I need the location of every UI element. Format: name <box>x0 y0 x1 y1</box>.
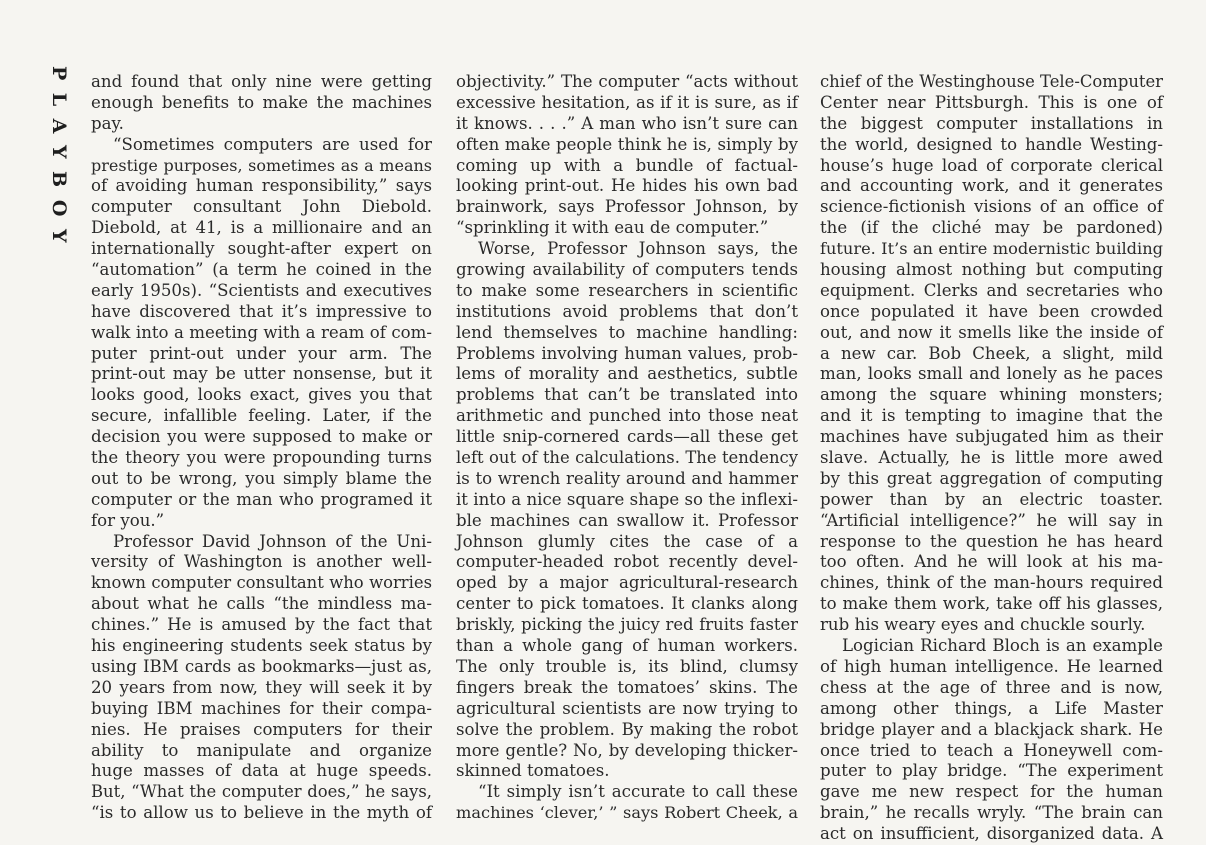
text-line: science-fictionish visions of an office of <box>820 197 1163 217</box>
text-line: using IBM cards as bookmarks—just as, <box>91 656 432 676</box>
text-line: house’s huge load of corporate clerical <box>820 155 1163 175</box>
text-line: of high human intelligence. He learned <box>820 656 1163 676</box>
text-line: print-out may be utter nonsense, but it <box>91 364 432 384</box>
text-line: objectivity.” The computer “acts without <box>456 72 798 91</box>
text-line: ability to manipulate and organize <box>91 740 432 760</box>
text-line: and accounting work, and it generates <box>820 176 1163 196</box>
text-line: growing availability of computers tends <box>456 260 798 280</box>
text-line: “is to allow us to believe in the myth of <box>91 803 432 823</box>
text-line: the biggest computer installations in <box>820 113 1163 133</box>
text-line: “Sometimes computers are used for <box>113 134 432 154</box>
text-line: computer-headed robot recently devel- <box>456 552 798 572</box>
text-line: future. It’s an entire modernistic building <box>820 239 1163 259</box>
text-line: slave. Actually, he is little more awed <box>820 448 1163 468</box>
text-line: for you.” <box>91 510 165 530</box>
text-line: Logician Richard Bloch is an example <box>842 636 1163 656</box>
text-line: fingers break the tomatoes’ skins. The <box>456 677 798 697</box>
text-line: walk into a meeting with a ream of com- <box>91 322 432 342</box>
text-line: by this great aggregation of computing <box>820 468 1163 488</box>
text-line: versity of Washington is another well- <box>91 552 432 572</box>
text-line: Worse, Professor Johnson says, the <box>478 239 798 259</box>
text-line: little snip-cornered cards—all these get <box>456 427 798 447</box>
text-line: known computer consultant who worries <box>91 573 432 593</box>
text-line: briskly, picking the juicy red fruits faster <box>456 615 798 635</box>
magazine-sidebar <box>48 66 70 256</box>
text-line: out to be wrong, you simply blame the <box>91 468 432 488</box>
text-line: and found that only nine were getting <box>91 72 432 91</box>
text-line: buying IBM machines for their compa- <box>91 698 432 718</box>
text-line: machines have subjugated him as their <box>820 427 1163 447</box>
magazine-name: PLAYBOY <box>48 66 70 256</box>
text-line: puter to play bridge. “The experiment <box>820 761 1163 781</box>
text-line: lems of morality and aesthetics, subtle <box>456 364 798 384</box>
text-line: of avoiding human responsibility,” says <box>91 176 432 196</box>
text-line: prestige purposes, sometimes as a means <box>91 155 432 175</box>
text-line: the world, designed to handle Westing- <box>820 134 1163 154</box>
text-column-2 <box>456 72 798 832</box>
text-line: bridge player and a blackjack shark. He <box>820 719 1163 739</box>
text-line: than a whole gang of human workers. <box>456 636 798 656</box>
text-line: problems that can’t be translated into <box>456 385 798 405</box>
text-line: rub his weary eyes and chuckle sourly. <box>820 615 1146 635</box>
text-line: lend themselves to machine handling: <box>456 322 798 342</box>
text-line: early 1950s). “Scientists and executives <box>91 280 432 300</box>
text-line: housing almost nothing but computing <box>820 260 1163 280</box>
text-line: solve the problem. By making the robot <box>456 719 798 739</box>
text-line: chines.” He is amused by the fact that <box>91 615 432 635</box>
text-line: looking print-out. He hides his own bad <box>456 176 798 196</box>
text-line: 20 years from now, they will seek it by <box>91 677 432 697</box>
text-line: oped by a major agricultural-research <box>456 573 798 593</box>
text-line: Johnson glumly cites the case of a <box>456 531 798 551</box>
text-line: looks good, looks exact, gives you that <box>91 385 432 405</box>
text-line: and it is tempting to imagine that the <box>820 406 1163 426</box>
text-line: chines, think of the man-hours required <box>820 573 1163 593</box>
text-line: more gentle? No, by developing thicker- <box>456 740 798 760</box>
text-line: a new car. Bob Cheek, a slight, mild <box>820 343 1163 363</box>
text-line: once populated it have been crowded <box>820 301 1163 321</box>
text-line: the (if the cliché may be pardoned) <box>820 218 1163 238</box>
text-line: secure, infallible feeling. Later, if the <box>91 406 432 426</box>
text-line: left out of the calculations. The tendency <box>456 448 798 468</box>
text-line: coming up with a bundle of factual- <box>456 155 798 175</box>
text-line: Diebold, at 41, is a millionaire and an <box>91 218 432 238</box>
text-line: it knows. . . .” A man who isn’t sure can <box>456 113 798 133</box>
text-line: “Artificial intelligence?” he will say in <box>820 510 1163 530</box>
text-line: nies. He praises computers for their <box>91 719 432 739</box>
text-line: decision you were supposed to make or <box>91 427 432 447</box>
text-column-3 <box>820 72 1163 844</box>
text-line: among other things, a Life Master <box>820 698 1163 718</box>
text-line: “automation” (a term he coined in the <box>91 260 432 280</box>
text-line: enough benefits to make the machines <box>91 92 432 112</box>
text-line: “sprinkling it with eau de computer.” <box>456 218 769 238</box>
text-line: chess at the age of three and is now, <box>820 677 1163 697</box>
text-line: brainwork, says Professor Johnson, by <box>456 197 798 217</box>
text-line: act on insufficient, disorganized data. A <box>820 824 1163 844</box>
text-line: man, looks small and lonely as he paces <box>820 364 1163 384</box>
text-line: agricultural scientists are now trying to <box>456 698 798 718</box>
text-line: arithmetic and punched into those neat <box>456 406 798 426</box>
text-line: computer or the man who programed it <box>91 489 432 509</box>
text-line: pay. <box>91 113 124 133</box>
text-line: response to the question he has heard <box>820 531 1163 551</box>
text-line: once tried to teach a Honeywell com- <box>820 740 1163 760</box>
text-line: But, “What the computer does,” he says, <box>91 782 432 802</box>
text-line: puter print-out under your arm. The <box>91 343 432 363</box>
text-line: ble machines can swallow it. Professor <box>456 510 798 530</box>
text-line: Professor David Johnson of the Uni- <box>113 531 432 551</box>
text-line: to make some researchers in scientific <box>456 280 798 300</box>
text-line: often make people think he is, simply by <box>456 134 798 154</box>
text-line: equipment. Clerks and secretaries who <box>820 280 1163 300</box>
text-line: brain,” he recalls wryly. “The brain can <box>820 803 1163 823</box>
text-line: skinned tomatoes. <box>456 761 610 781</box>
text-line: out, and now it smells like the inside of <box>820 322 1163 342</box>
text-line: his engineering students seek status by <box>91 636 432 656</box>
text-line: internationally sought-after expert on <box>91 239 432 259</box>
text-line: machines ‘clever,’ ” says Robert Cheek, a <box>456 803 798 823</box>
text-line: power than by an electric toaster. <box>820 489 1163 509</box>
text-line: computer consultant John Diebold. <box>91 197 432 217</box>
text-line: Center near Pittsburgh. This is one of <box>820 92 1163 112</box>
text-line: “It simply isn’t accurate to call these <box>478 782 798 802</box>
text-line: center to pick tomatoes. It clanks along <box>456 594 798 614</box>
text-line: gave me new respect for the human <box>820 782 1163 802</box>
text-line: have discovered that it’s impressive to <box>91 301 432 321</box>
text-line: excessive hesitation, as if it is sure, as if <box>456 92 798 112</box>
text-line: the theory you were propounding turns <box>91 448 432 468</box>
text-line: The only trouble is, its blind, clumsy <box>456 656 798 676</box>
text-line: to make them work, take off his glasses, <box>820 594 1163 614</box>
text-line: it into a nice square shape so the inflexi- <box>456 489 798 509</box>
text-line: institutions avoid problems that don’t <box>456 301 798 321</box>
text-column-1 <box>91 72 432 832</box>
text-line: huge masses of data at huge speeds. <box>91 761 432 781</box>
text-line: Problems involving human values, prob- <box>456 343 798 363</box>
text-line: too often. And he will look at his ma- <box>820 552 1163 572</box>
text-line: about what he calls “the mindless ma- <box>91 594 432 614</box>
text-line: is to wrench reality around and hammer <box>456 468 798 488</box>
text-line: among the square whining monsters; <box>820 385 1163 405</box>
text-line: chief of the Westinghouse Tele-Computer <box>820 72 1163 91</box>
